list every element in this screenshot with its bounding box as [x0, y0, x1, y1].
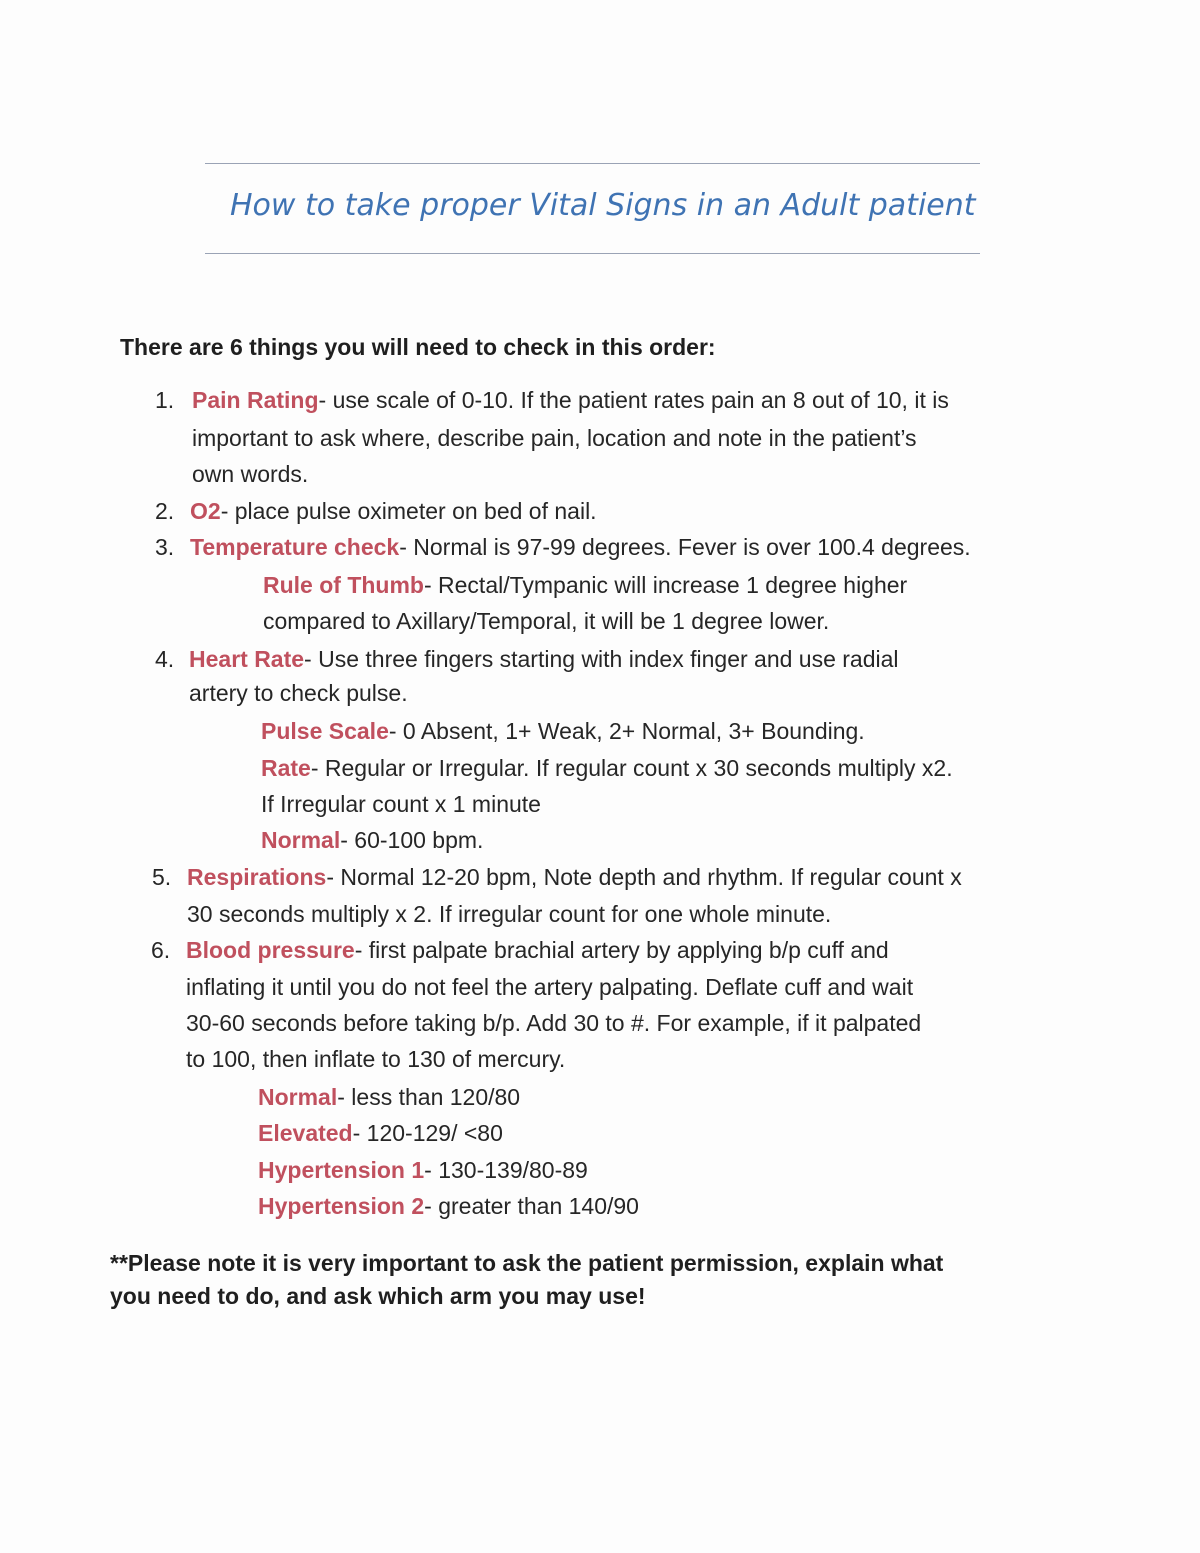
item-6-sub-1-line-1	[258, 1082, 520, 1112]
item-4-text-1: - Use three fingers starting with index finger and use radial	[304, 646, 899, 672]
item-4-sub-1-line-1	[261, 716, 865, 746]
item-5-term: Respirations	[187, 864, 327, 890]
item-3-sub-1-line-1	[263, 570, 907, 600]
item-3-line-1	[190, 532, 971, 562]
item-6-sub-1-text-1: - less than 120/80	[337, 1084, 521, 1110]
item-4-number: 4.	[155, 646, 175, 672]
title-rule-top	[205, 163, 980, 164]
item-4-sub-3-term: Normal	[261, 827, 341, 853]
item-5-number: 5.	[152, 864, 172, 890]
item-6-line-2: inflating it until you do not feel the artery palpating. Deflate cuff and wait	[186, 974, 914, 1000]
item-6-term: Blood pressure	[186, 937, 355, 963]
item-6-line-4: to 100, then inflate to 130 of mercury.	[186, 1046, 566, 1072]
item-6-number: 6.	[151, 937, 171, 963]
item-1-line-3: own words.	[192, 461, 309, 487]
item-6-sub-4-line-1	[258, 1191, 639, 1221]
item-1-term: Pain Rating	[192, 387, 319, 413]
footer-note-line-2: you need to do, and ask which arm you may use!	[110, 1283, 646, 1309]
item-3-term: Temperature check	[190, 534, 400, 560]
item-4-sub-2-line-1	[261, 753, 953, 783]
item-1-number: 1.	[155, 387, 175, 413]
item-3-number: 3.	[155, 534, 175, 560]
item-6-line-1	[186, 935, 889, 965]
item-6-sub-2-text-1: - 120-129/ <80	[352, 1120, 503, 1146]
item-4-sub-1-text-1: - 0 Absent, 1+ Weak, 2+ Normal, 3+ Bounding.	[388, 718, 865, 744]
item-6-sub-3-text-1: - 130-139/80-89	[424, 1157, 588, 1183]
item-6-sub-3-line-1	[258, 1155, 588, 1185]
item-2-text-1: - place pulse oximeter on bed of nail.	[220, 498, 597, 524]
item-3-sub-1-text-1: - Rectal/Tympanic will increase 1 degree higher	[423, 572, 908, 598]
item-4-sub-1-term: Pulse Scale	[261, 718, 389, 744]
item-1-line-1	[192, 385, 949, 415]
item-6-sub-1-term: Normal	[258, 1084, 338, 1110]
item-4-term: Heart Rate	[189, 646, 305, 672]
item-2-term: O2	[190, 498, 221, 524]
item-5-line-1	[187, 862, 962, 892]
item-4-sub-3-line-1	[261, 825, 483, 855]
item-4-line-2: artery to check pulse.	[189, 680, 408, 706]
item-3-sub-1-term: Rule of Thumb	[263, 572, 424, 598]
title-rule-bottom	[205, 253, 980, 254]
item-5-line-2: 30 seconds multiply x 2. If irregular count for one whole minute.	[187, 901, 832, 927]
item-4-sub-2-line-2: If Irregular count x 1 minute	[261, 791, 541, 817]
item-4-sub-2-term: Rate	[261, 755, 311, 781]
item-6-sub-4-term: Hypertension 2	[258, 1193, 425, 1219]
item-6-text-1: - first palpate brachial artery by applying b/p cuff and	[354, 937, 889, 963]
item-3-text-1: - Normal is 97-99 degrees. Fever is over 100.4 degrees.	[399, 534, 971, 560]
footer-note-line-1: **Please note it is very important to ask the patient permission, explain what	[110, 1250, 944, 1276]
intro-heading: There are 6 things you will need to check in this order:	[120, 334, 716, 360]
item-4-line-1	[189, 644, 899, 674]
item-2-number: 2.	[155, 498, 175, 524]
item-5-text-1: - Normal 12-20 bpm, Note depth and rhythm. If regular count x	[326, 864, 962, 890]
item-6-line-3: 30-60 seconds before taking b/p. Add 30 to #. For example, if it palpated	[186, 1010, 922, 1036]
document-title: How to take proper Vital Signs in an Adult patient	[230, 188, 976, 223]
item-4-sub-3-text-1: - 60-100 bpm.	[340, 827, 484, 853]
item-6-sub-2-term: Elevated	[258, 1120, 353, 1146]
item-6-sub-2-line-1	[258, 1118, 503, 1148]
item-6-sub-3-term: Hypertension 1	[258, 1157, 425, 1183]
item-2-line-1	[190, 496, 597, 526]
item-6-sub-4-text-1: - greater than 140/90	[424, 1193, 639, 1219]
item-3-sub-1-line-2: compared to Axillary/Temporal, it will be 1 degree lower.	[263, 608, 830, 634]
item-1-text-1: - use scale of 0-10. If the patient rates pain an 8 out of 10, it is	[318, 387, 949, 413]
item-1-line-2: important to ask where, describe pain, location and note in the patient’s	[192, 425, 917, 451]
item-4-sub-2-text-1: - Regular or Irregular. If regular count x 30 seconds multiply x2.	[310, 755, 953, 781]
